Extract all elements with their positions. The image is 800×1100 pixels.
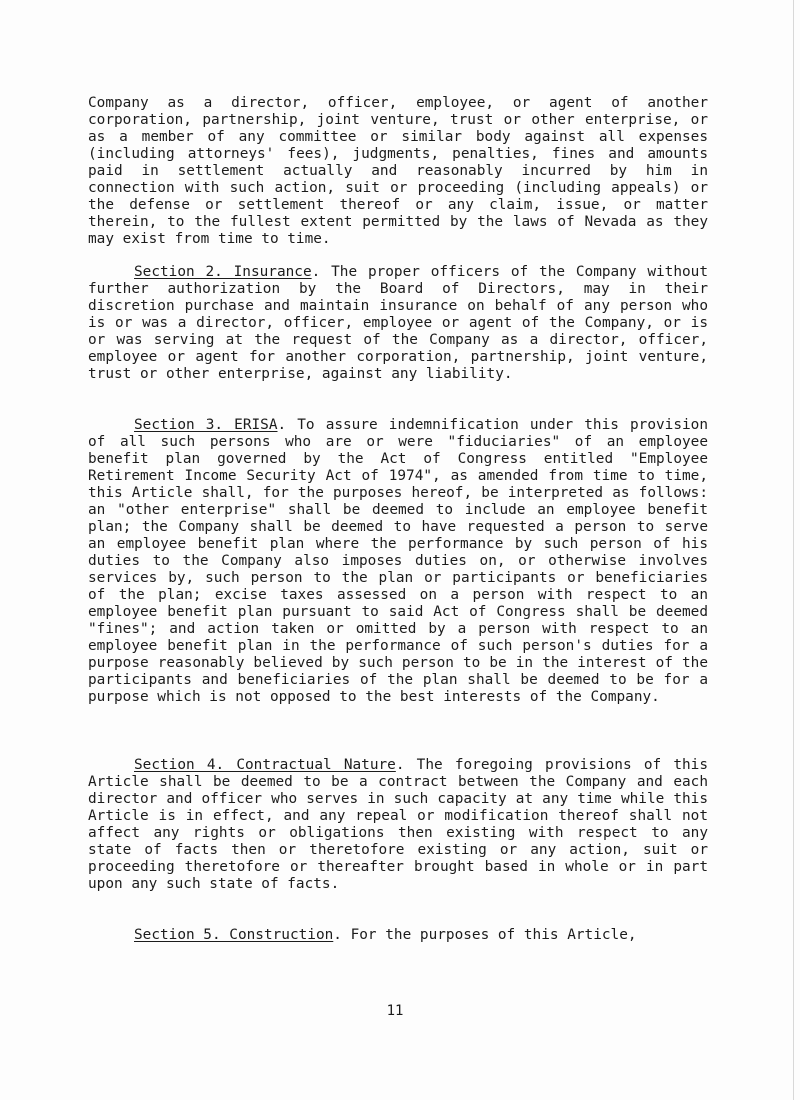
page-number: 11 <box>386 1003 404 1019</box>
section-2-body: . The proper officers of the Company without further authorization by the Board of Directors, may in their discretion purchase and maintain insurance on behalf of any person who is or was a director, officer, employee or agent of the Company, or is or was serving at the request of the Company as a director, officer, employee or agent for another corporation, partnership, joint venture, trust or other enterprise, against any liability. <box>88 264 709 382</box>
section-5-body: . For the purposes of this Article, <box>333 927 637 943</box>
section-5-heading: Section 5. Construction <box>134 927 334 943</box>
section-4-heading: Section 4. Contractual Nature <box>134 757 396 773</box>
section-5-construction <box>88 927 708 944</box>
section-2-heading: Section 2. Insurance <box>134 264 312 280</box>
section-3-erisa <box>88 417 708 706</box>
paragraph-indemnification-continued: Company as a director, officer, employee, or agent of another corporation, partnership, joint venture, trust or other enterprise, or as a member of any committee or similar body against all expenses (including attorneys' fees), judgments, penalties, fines and amounts paid in settlement actually and reasonably incurred by him in connection with such action, suit or proceeding (including appeals) or the defense or settlement thereof or any claim, issue, or matter therein, to the fullest extent permitted by the laws of Nevada as they may exist from time to time. <box>88 95 708 247</box>
section-4-contractual-nature <box>88 757 708 893</box>
section-3-heading: Section 3. ERISA <box>134 417 278 433</box>
section-2-insurance <box>88 264 708 383</box>
section-4-body: . The foregoing provisions of this Article shall be deemed to be a contract between the Company and each director and officer who serves in such capacity at any time while this Article is in effect, and any repeal or modification thereof shall not affect any rights or obligations then existing with respect to any state of facts then or theretofore existing or any action, suit or proceeding theretofore or thereafter brought based in whole or in part upon any such state of facts. <box>88 757 708 892</box>
page-edge-divider <box>793 0 794 1100</box>
section-3-body: . To assure indemnification under this provision of all such persons who are or were "fiduciaries" of an employee benefit plan governed by the Act of Congress entitled "Employee Retirement Income Security Act of 1974", as amended from time to time, this Article shall, for the purposes hereof, be interpreted as follows: an "other enterprise" shall be deemed to include an employee benefit plan; the Company shall be deemed to have requested a person to serve an employee benefit plan where the performance by such person of his duties to the Company also imposes duties on, or otherwise involves services by, such person to the plan or participants or beneficiaries of the plan; excise taxes assessed on a person with respect to an employee benefit plan pursuant to said Act of Congress shall be deemed "fines"; and action taken or omitted by a person with respect to an employee benefit plan in the performance of such person's duties for a purpose reasonably believed by such person to be in the interest of the participants and beneficiaries of the plan shall be deemed to be for a purpose which is not opposed to the best interests of the Company. <box>88 417 708 705</box>
